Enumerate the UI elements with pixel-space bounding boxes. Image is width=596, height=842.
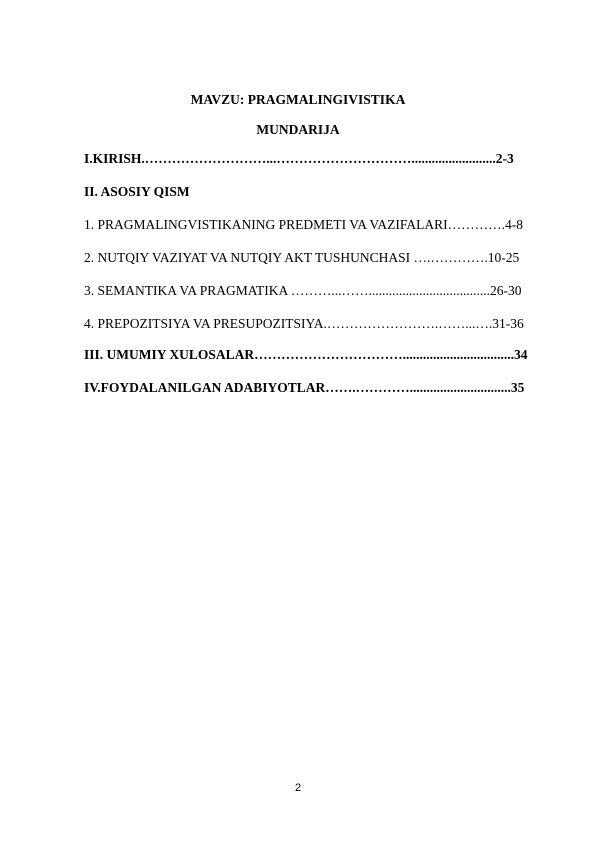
toc-entry-asosiy-qism: II. ASOSIY QISM	[84, 184, 190, 199]
document-title: MAVZU: PRAGMALINGIVISTIKA	[190, 92, 406, 107]
page-number: 2	[294, 782, 302, 794]
table-of-contents-heading: MUNDARIJA	[256, 122, 340, 137]
toc-entry-kirish: I.KIRISH.………………………...………………………….........................2-3	[84, 151, 514, 166]
toc-entry-adabiyotlar: IV.FOYDALANILGAN ADABIYOTLAR…….…………..............................35	[84, 380, 525, 395]
toc-entry-2: 2. NUTQIY VAZIYAT VA NUTQIY AKT TUSHUNCHASI ….………….10-25	[84, 250, 520, 265]
toc-entry-xulosalar: III. UMUMIY XULOSALAR…………………………….................................34	[84, 347, 528, 362]
toc-entry-1: 1. PRAGMALINGVISTIKANING PREDMETI VA VAZIFALARI………….4-8	[84, 217, 524, 232]
toc-entry-3: 3. SEMANTIKA VA PRAGMATIKA ………...……....................................26-30	[84, 283, 522, 298]
toc-entry-4: 4. PREPOZITSIYA VA PRESUPOZITSIYA.…………………….……...….31-36	[84, 316, 524, 331]
